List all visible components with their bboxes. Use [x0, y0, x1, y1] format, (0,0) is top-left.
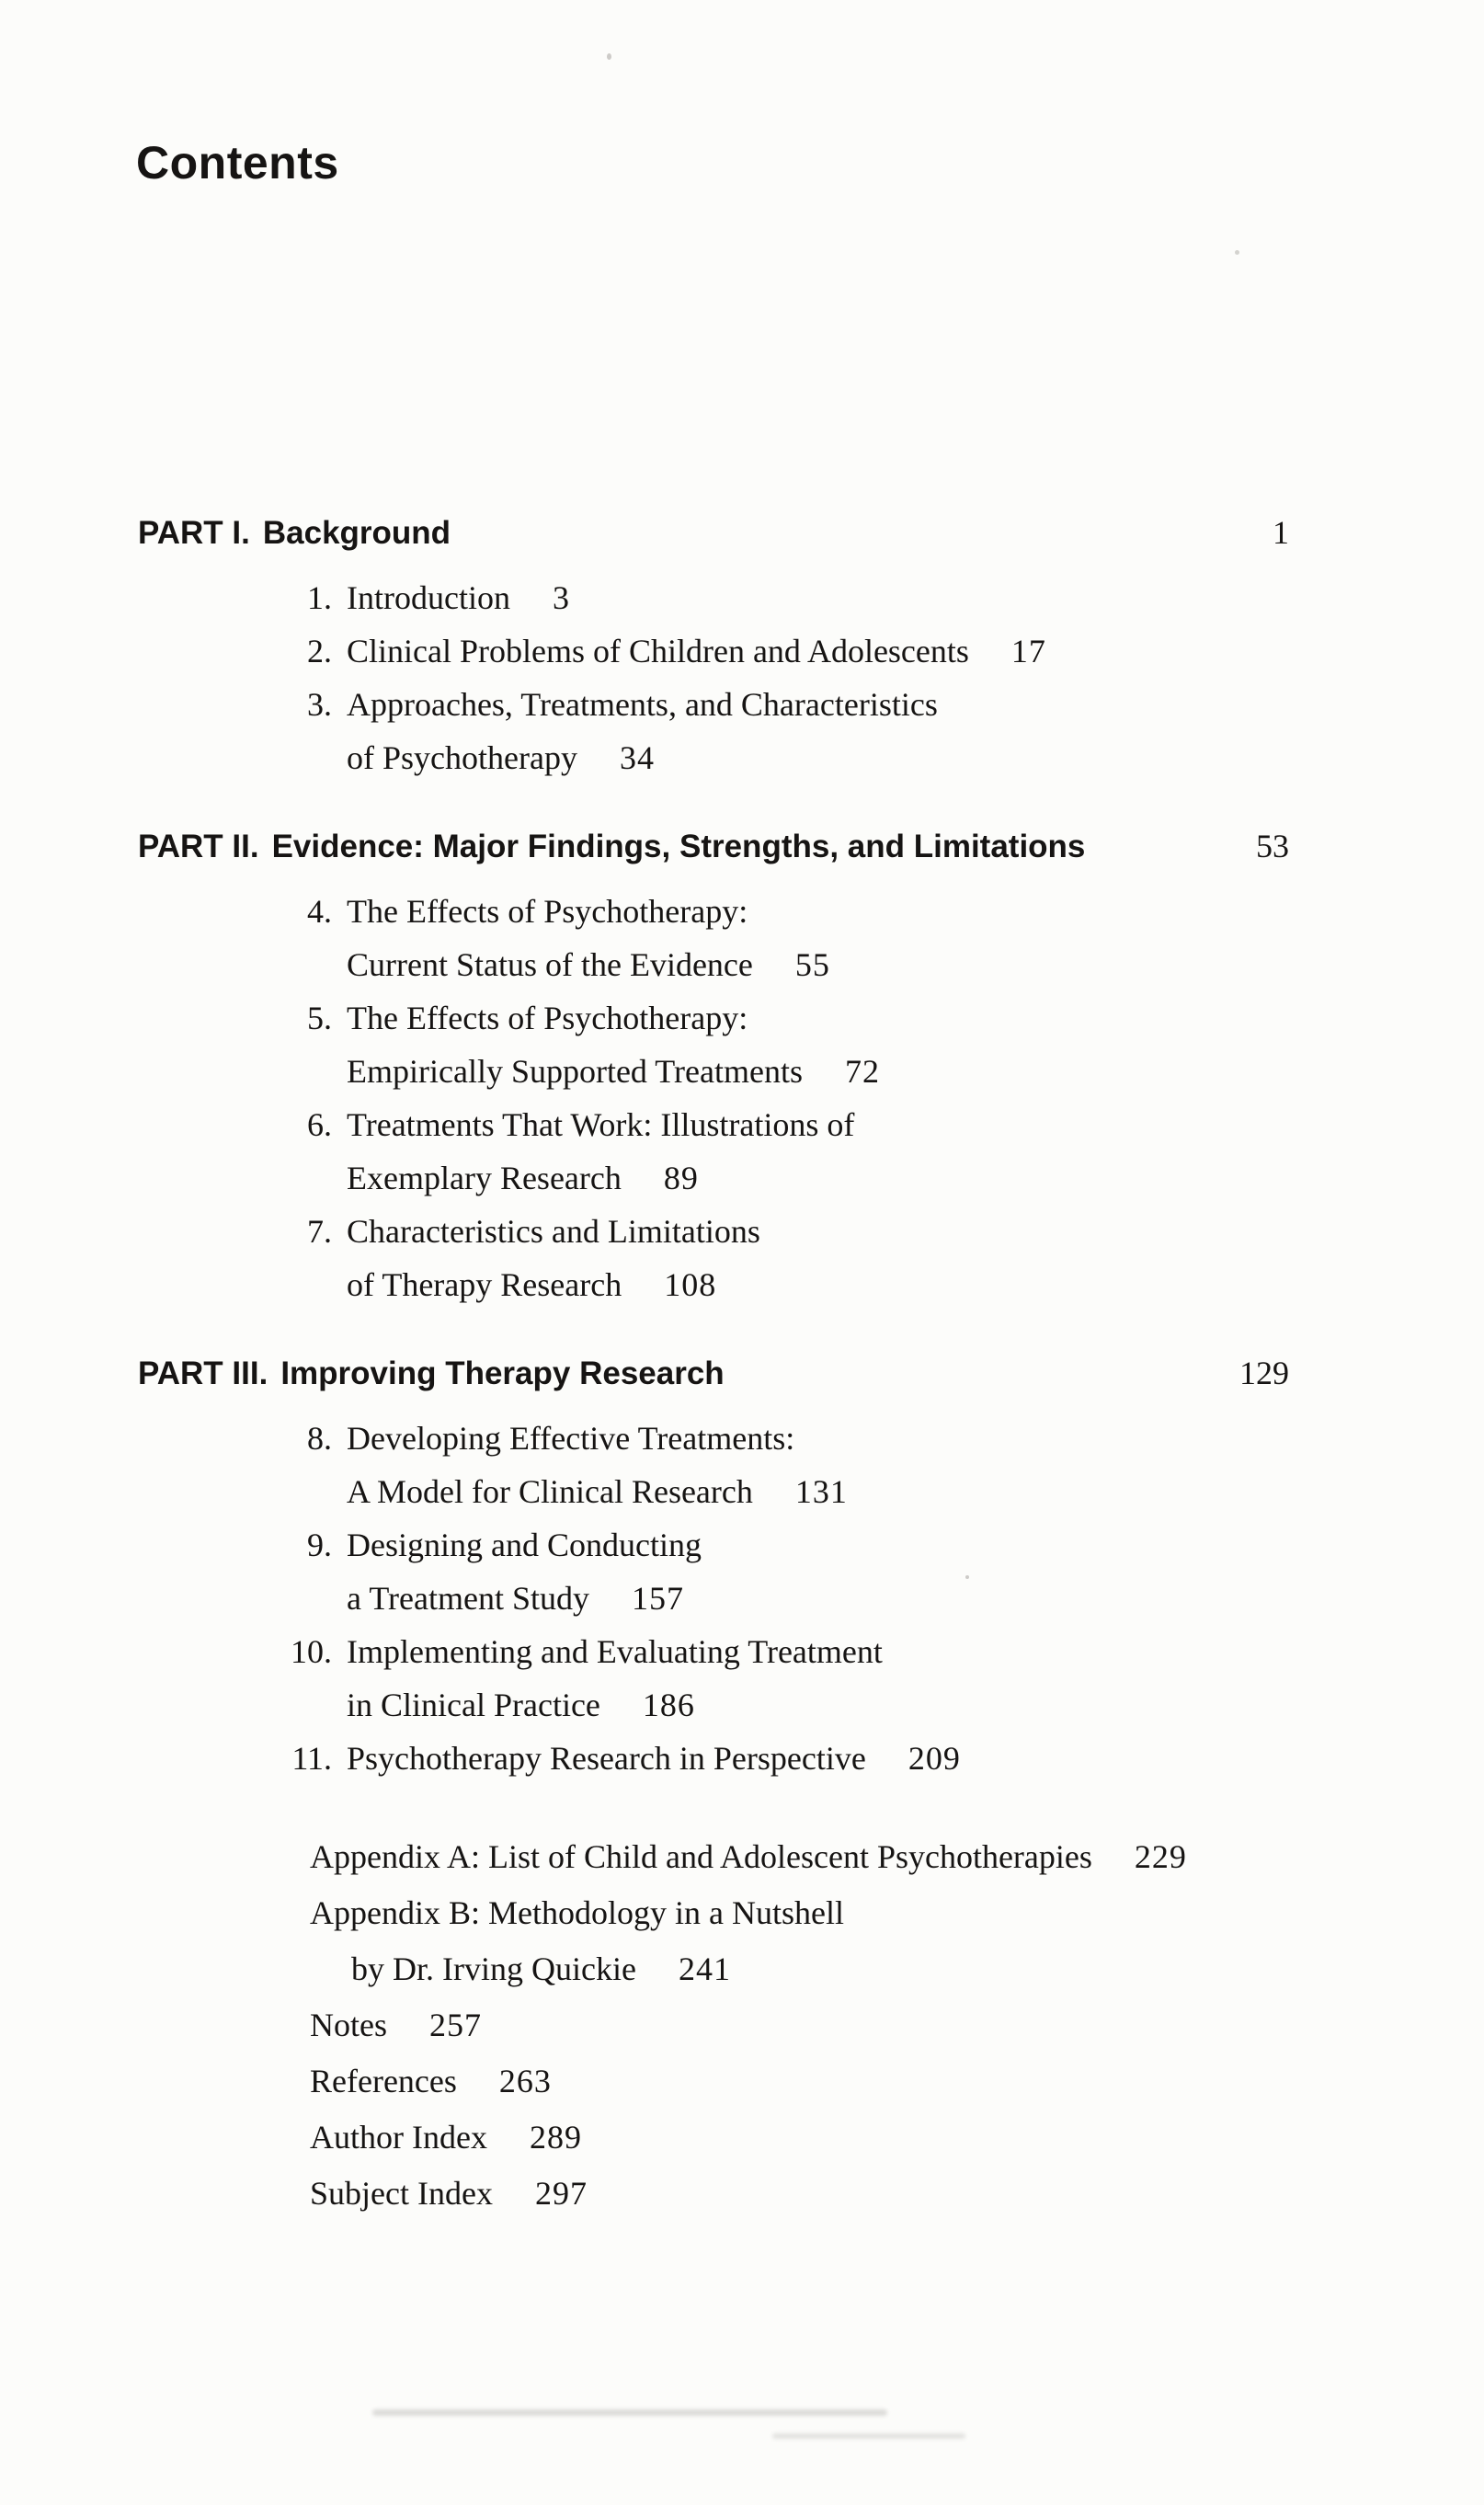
scan-artifact	[1235, 250, 1239, 255]
chapter-entry	[307, 1412, 1289, 1518]
chapter-entry	[307, 1518, 1289, 1625]
chapter-title-line: A Model for Clinical Research 131	[347, 1473, 848, 1510]
chapter-title-line: of Therapy Research 108	[347, 1266, 717, 1303]
part-page-number: 129	[1239, 1355, 1289, 1391]
part-page-number: 1	[1273, 514, 1289, 551]
chapter-entry	[291, 1625, 1289, 1732]
chapter-title-line: Current Status of the Evidence 55	[347, 946, 830, 983]
chapter-number: 11.	[291, 1740, 332, 1777]
part-heading-text	[138, 1353, 725, 1395]
backmatter-page-number: 257	[429, 2007, 482, 2043]
chapter-list	[138, 571, 1289, 784]
backmatter-page-number: 241	[678, 1950, 731, 1987]
chapter-page-number: 34	[619, 739, 655, 776]
chapter-title-line: Empirically Supported Treatments 72	[347, 1053, 880, 1090]
chapter-title-line: Exemplary Research 89	[347, 1160, 699, 1196]
part-label: PART III.	[138, 1355, 268, 1391]
part-heading	[138, 1352, 1289, 1395]
scan-artifact	[372, 2409, 887, 2416]
part-section	[138, 1352, 1289, 1785]
backmatter-entry	[310, 2053, 1289, 2110]
backmatter-line: References 263	[310, 2063, 552, 2099]
chapter-title-line: of Psychotherapy 34	[347, 739, 655, 776]
chapter-number: 8.	[307, 1420, 332, 1457]
part-label: PART II.	[138, 829, 259, 864]
backmatter-line: by Dr. Irving Quickie 241	[351, 1950, 731, 1987]
chapter-page-number: 131	[794, 1473, 848, 1510]
backmatter-page-number: 229	[1134, 1838, 1187, 1875]
backmatter-line: Author Index 289	[310, 2119, 582, 2156]
part-section	[138, 511, 1289, 784]
backmatter-line: Notes 257	[310, 2007, 482, 2043]
backmatter-line: Appendix A: List of Child and Adolescent Psychotherapies 229	[310, 1838, 1187, 1875]
chapter-entry	[307, 678, 1289, 784]
part-title: Improving Therapy Research	[280, 1355, 725, 1391]
chapter-entry	[291, 1732, 1289, 1785]
page-title: Contents	[136, 137, 339, 189]
chapter-entry	[307, 885, 1289, 991]
part-section	[138, 825, 1289, 1311]
chapter-title-line: Introduction 3	[347, 579, 570, 616]
backmatter-page-number: 297	[534, 2175, 588, 2212]
part-heading-text	[138, 512, 451, 555]
backmatter-entry	[310, 1885, 1289, 1997]
back-matter	[310, 1829, 1289, 2222]
chapter-page-number: 55	[794, 946, 830, 983]
chapter-page-number: 3	[552, 579, 570, 616]
scan-artifact	[965, 1575, 969, 1579]
scan-artifact	[607, 53, 611, 60]
chapter-title-line: Psychotherapy Research in Perspective 209	[347, 1740, 961, 1777]
chapter-entry	[307, 1098, 1289, 1205]
part-page-number: 53	[1256, 828, 1289, 864]
chapter-number: 5.	[307, 1000, 332, 1036]
part-title: Evidence: Major Findings, Strengths, and Limitations	[271, 829, 1086, 864]
chapter-title-line: Developing Effective Treatments:	[347, 1420, 795, 1457]
chapter-page-number: 157	[632, 1580, 685, 1617]
chapter-title-line: in Clinical Practice 186	[347, 1687, 695, 1723]
part-title: Background	[262, 515, 451, 551]
chapter-title-line: Characteristics and Limitations	[347, 1213, 760, 1250]
scan-artifact	[772, 2433, 965, 2439]
chapter-number: 9.	[307, 1527, 332, 1563]
chapter-number: 10.	[291, 1633, 332, 1670]
backmatter-entry	[310, 2110, 1289, 2166]
chapter-title-line: Implementing and Evaluating Treatment	[347, 1633, 883, 1670]
chapter-page-number: 108	[664, 1266, 717, 1303]
chapter-page-number: 209	[908, 1740, 961, 1777]
chapter-page-number: 72	[844, 1053, 880, 1090]
chapter-number: 6.	[307, 1106, 332, 1143]
chapter-list	[138, 885, 1289, 1311]
backmatter-entry	[310, 2166, 1289, 2222]
chapter-entry	[307, 1205, 1289, 1311]
chapter-number: 7.	[307, 1213, 332, 1250]
toc	[138, 511, 1289, 2222]
chapter-page-number: 89	[663, 1160, 699, 1196]
chapter-list	[138, 1412, 1289, 1785]
backmatter-line: Subject Index 297	[310, 2175, 588, 2212]
part-label: PART I.	[138, 515, 250, 551]
chapter-title-line: Treatments That Work: Illustrations of	[347, 1106, 855, 1143]
chapter-title-line: a Treatment Study 157	[347, 1580, 685, 1617]
chapter-number: 3.	[307, 686, 332, 723]
part-heading	[138, 511, 1289, 555]
chapter-title-line: The Effects of Psychotherapy:	[347, 893, 748, 930]
chapter-title-line: Clinical Problems of Children and Adolescents 17	[347, 633, 1046, 669]
backmatter-entry	[310, 1997, 1289, 2053]
backmatter-page-number: 263	[498, 2063, 552, 2099]
backmatter-line: Appendix B: Methodology in a Nutshell	[310, 1894, 844, 1931]
chapter-entry	[307, 571, 1289, 624]
chapter-entry	[307, 624, 1289, 678]
chapter-page-number: 186	[642, 1687, 695, 1723]
chapter-title-line: Approaches, Treatments, and Characteristics	[347, 686, 938, 723]
chapter-number: 2.	[307, 633, 332, 669]
chapter-title-line: Designing and Conducting	[347, 1527, 702, 1563]
chapter-page-number: 17	[1010, 633, 1046, 669]
part-heading-text	[138, 826, 1085, 868]
chapter-entry	[307, 991, 1289, 1098]
chapter-title-line: The Effects of Psychotherapy:	[347, 1000, 748, 1036]
part-heading	[138, 825, 1289, 868]
chapter-number: 4.	[307, 893, 332, 930]
chapter-number: 1.	[307, 579, 332, 616]
backmatter-page-number: 289	[529, 2119, 582, 2156]
backmatter-entry	[310, 1829, 1289, 1885]
